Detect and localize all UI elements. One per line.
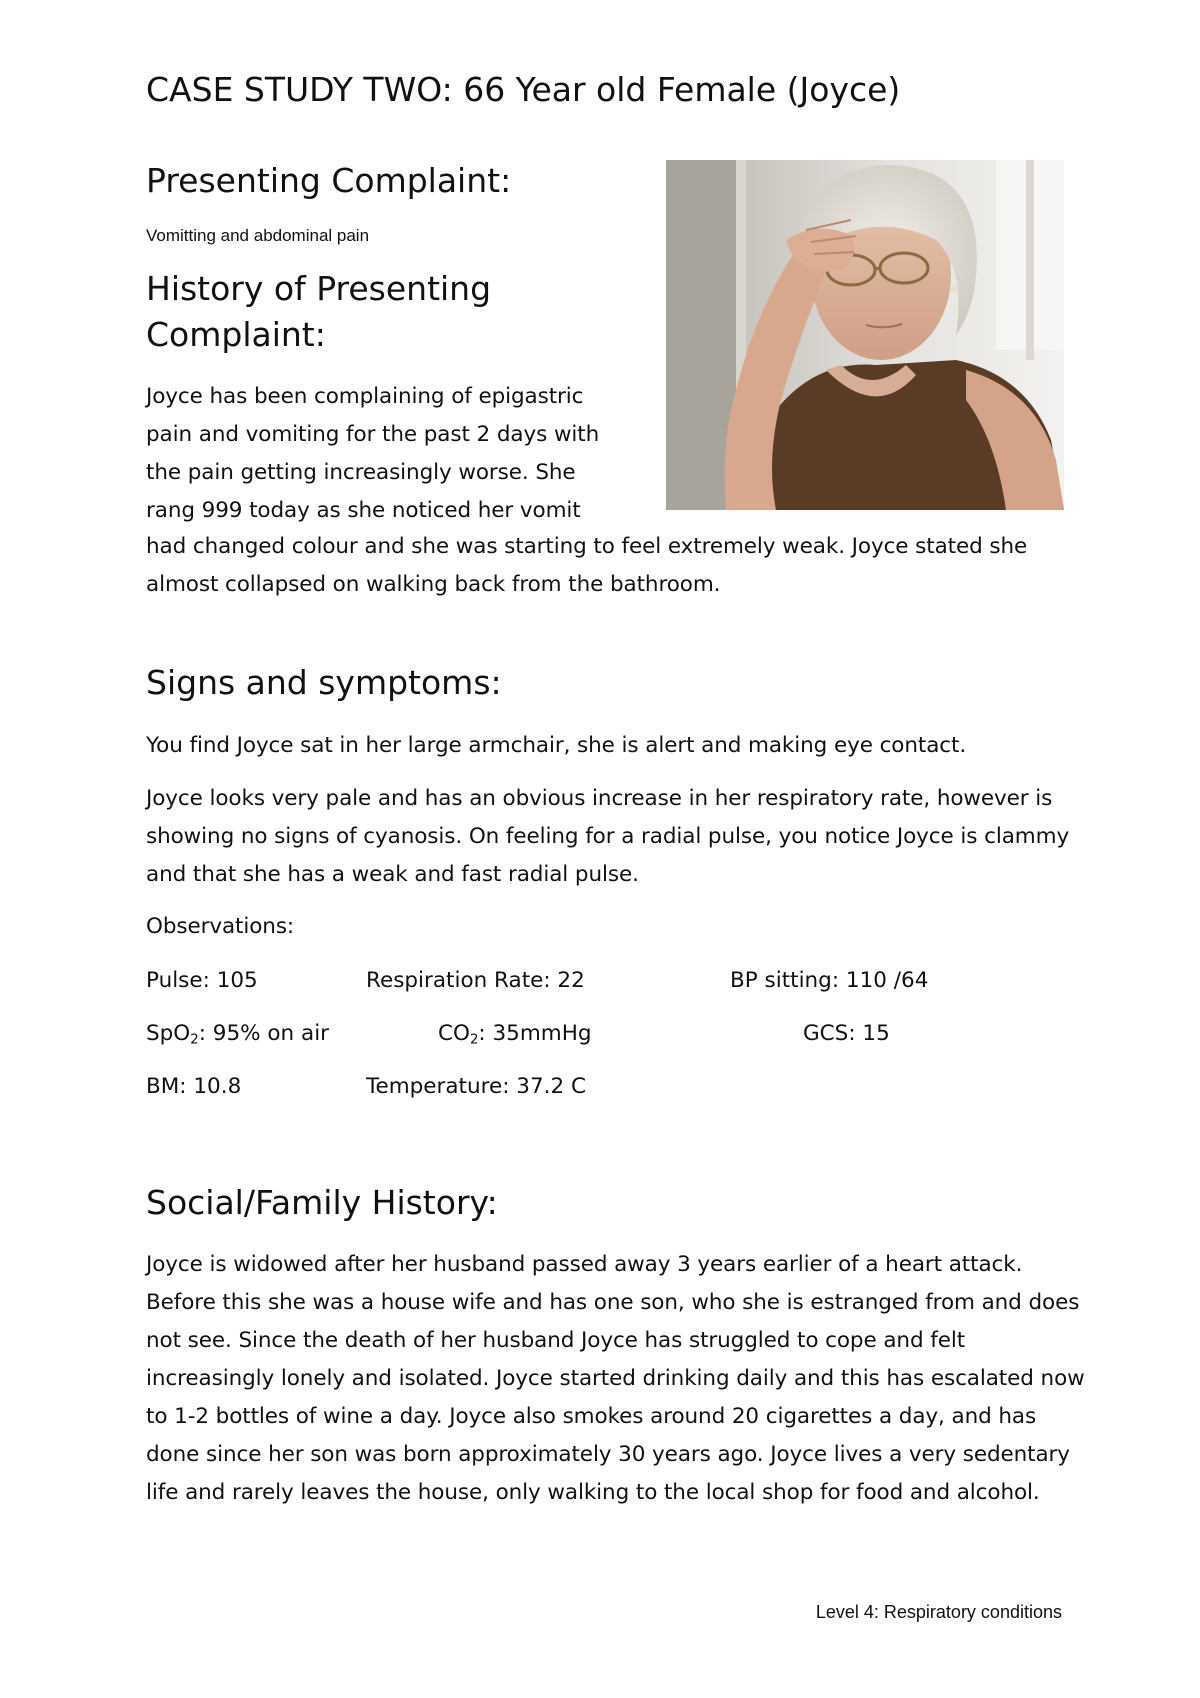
- patient-photo: [666, 160, 1064, 510]
- obs-spo2: SpO$_2$: 95% on air: [146, 1021, 330, 1048]
- signs-paragraph-1: You find Joyce sat in her large armchair, she is alert and making eye contact.: [146, 733, 967, 758]
- obs-bp: BP sitting: 110 /64: [730, 968, 929, 993]
- obs-co2: $CO_2$: 35mmHg: [438, 1021, 592, 1048]
- social-heading: Social/Family History:: [146, 1183, 498, 1222]
- document-title: CASE STUDY TWO: 66 Year old Female (Joyce): [146, 70, 901, 109]
- history-intro-line: pain and vomiting for the past 2 days with: [146, 422, 600, 447]
- presenting-complaint-heading: Presenting Complaint:: [146, 161, 512, 200]
- obs-temperature: Temperature: 37.2 C: [366, 1074, 586, 1099]
- history-heading-line2: Complaint:: [146, 315, 326, 354]
- history-continuation: had changed colour and she was starting to feel extremely weak. Joyce stated she almost collapsed on walking back from the bathroom.: [146, 534, 1028, 597]
- history-intro-line: the pain getting increasingly worse. She: [146, 460, 576, 485]
- history-heading-line1: History of Presenting: [146, 269, 492, 308]
- signs-paragraph-2: Joyce looks very pale and has an obvious increase in her respiratory rate, however is showing no signs of cyanosis. On feeling for a radial pulse, you notice Joyce is clammy and that she has a weak and fast radial pulse.: [146, 786, 1070, 887]
- history-intro-line: Joyce has been complaining of epigastric: [146, 384, 584, 409]
- page-footer: Level 4: Respiratory conditions: [815, 1602, 1062, 1622]
- obs-pulse: Pulse: 105: [146, 968, 258, 993]
- obs-gcs: GCS: 15: [803, 1021, 890, 1046]
- signs-heading: Signs and symptoms:: [146, 663, 502, 702]
- presenting-complaint-text: Vomitting and abdominal pain: [146, 226, 370, 245]
- obs-bm: BM: 10.8: [146, 1074, 242, 1099]
- social-paragraph: Joyce is widowed after her husband passed away 3 years earlier of a heart attack. Before this she was a house wife and has one son, who she is estranged from and does not see. Since the death of her husband Joyce has struggled to cope and felt increasingly lonely and isolated. Joyce started drinking daily and this has escalated now to 1-2 bottles of wine a day. Joyce also smokes around 20 cigarettes a day, and has done since her son was born approximately 30 years ago. Joyce lives a very sedentary life and rarely leaves the house, only walking to the local shop for food and alcohol.: [146, 1252, 1085, 1505]
- observations-label: Observations:: [146, 914, 295, 939]
- obs-resp-rate: Respiration Rate: 22: [366, 968, 585, 993]
- history-intro: [146, 378, 626, 530]
- history-intro-line: rang 999 today as she noticed her vomit: [146, 498, 581, 523]
